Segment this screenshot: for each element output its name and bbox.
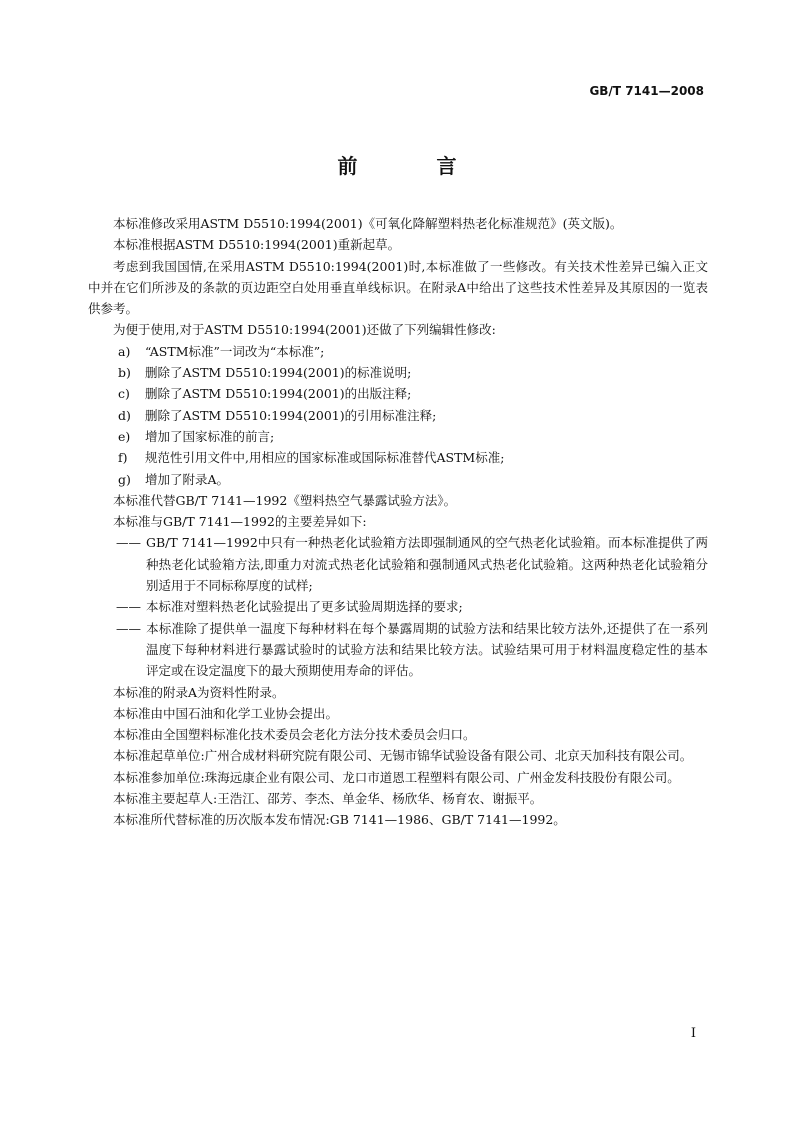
list-item (88, 383, 708, 404)
list-marker: f) (118, 450, 128, 466)
paragraph: 本标准所代替标准的历次版本发布情况:GB 7141—1986、GB/T 7141—1992。 (113, 812, 566, 828)
list-text: 删除了ASTM D5510:1994(2001)的引用标准注释; (145, 407, 437, 423)
paragraph: 本标准与GB/T 7141—1992的主要差异如下: (113, 514, 367, 530)
foreword-body (88, 213, 708, 831)
dash-marker: —— (116, 535, 141, 551)
list-item (88, 405, 708, 426)
list-item (88, 447, 708, 468)
dash-text: GB/T 7141—1992中只有一种热老化试验箱方法即强制通风的空气热老化试验箱。而本标准提供了两种热老化试验箱方法,即重力对流式热老化试验箱和强制通风式热老化试验箱。这两种热老化试验箱分别适用于不同标称厚度的试样; (146, 535, 708, 594)
list-text: 增加了附录A。 (145, 471, 230, 487)
paragraph: 本标准代替GB/T 7141—1992《塑料热空气暴露试验方法》。 (113, 492, 457, 508)
dash-text: 本标准对塑料热老化试验提出了更多试验周期选择的要求; (146, 599, 463, 615)
paragraph: 本标准修改采用ASTM D5510:1994(2001)《可氧化降解塑料热老化标准规范》(英文版)。 (113, 216, 623, 231)
paragraph: 考虑到我国国情,在采用ASTM D5510:1994(2001)时,本标准做了一些修改。有关技术性差异已编入正文中并在它们所涉及的条款的页边距空白处用垂直单线标识。在附录A中给出了这些技术性差异及其原因的一览表供参考。 (88, 258, 708, 317)
page-number: I (690, 1026, 696, 1041)
paragraph: 本标准主要起草人:王浩江、邵芳、李杰、单金华、杨欣华、杨育农、谢振平。 (113, 791, 543, 807)
paragraph: 为便于使用,对于ASTM D5510:1994(2001)还做了下列编辑性修改: (113, 322, 496, 338)
paragraph: 本标准起草单位:广州合成材料研究院有限公司、无锡市锦华试验设备有限公司、北京天加科技有限公司。 (113, 748, 693, 764)
paragraph: 本标准参加单位:珠海远康企业有限公司、龙口市道恩工程塑料有限公司、广州金发科技股份有限公司。 (113, 769, 680, 785)
list-text: 删除了ASTM D5510:1994(2001)的出版注释; (145, 386, 412, 402)
dash-text: 本标准除了提供单一温度下每种材料在每个暴露周期的试验方法和结果比较方法外,还提供了在一系列温度下每种材料进行暴露试验时的试验方法和结果比较方法。试验结果可用于材料温度稳定性的基本评定或在设定温度下的最大预期使用寿命的评估。 (146, 620, 708, 679)
list-text: “ASTM标准”一词改为“本标准”; (145, 343, 325, 359)
paragraph: 本标准的附录A为资料性附录。 (113, 684, 285, 700)
list-item (88, 469, 708, 490)
list-marker: c) (118, 386, 130, 402)
paragraph: 本标准根据ASTM D5510:1994(2001)重新起草。 (113, 237, 401, 253)
list-item (88, 426, 708, 447)
dash-marker: —— (116, 620, 141, 636)
list-text: 删除了ASTM D5510:1994(2001)的标准说明; (145, 365, 412, 381)
paragraph: 本标准由中国石油和化学工业协会提出。 (113, 705, 339, 721)
list-item (88, 362, 708, 383)
list-marker: g) (118, 471, 131, 487)
dash-marker: —— (116, 599, 141, 615)
list-marker: a) (118, 343, 131, 359)
list-marker: b) (118, 365, 131, 381)
list-text: 规范性引用文件中,用相应的国家标准或国际标准替代ASTM标准; (145, 450, 505, 466)
standard-code: GB/T 7141—2008 (589, 84, 704, 98)
dash-item (88, 532, 708, 596)
list-item (88, 341, 708, 362)
page-title: 前 言 (337, 154, 493, 178)
list-marker: d) (118, 407, 131, 423)
list-text: 增加了国家标准的前言; (145, 428, 275, 444)
dash-item (88, 596, 708, 617)
dash-item (88, 618, 708, 682)
paragraph: 本标准由全国塑料标准化技术委员会老化方法分技术委员会归口。 (113, 727, 476, 743)
list-marker: e) (118, 428, 131, 444)
